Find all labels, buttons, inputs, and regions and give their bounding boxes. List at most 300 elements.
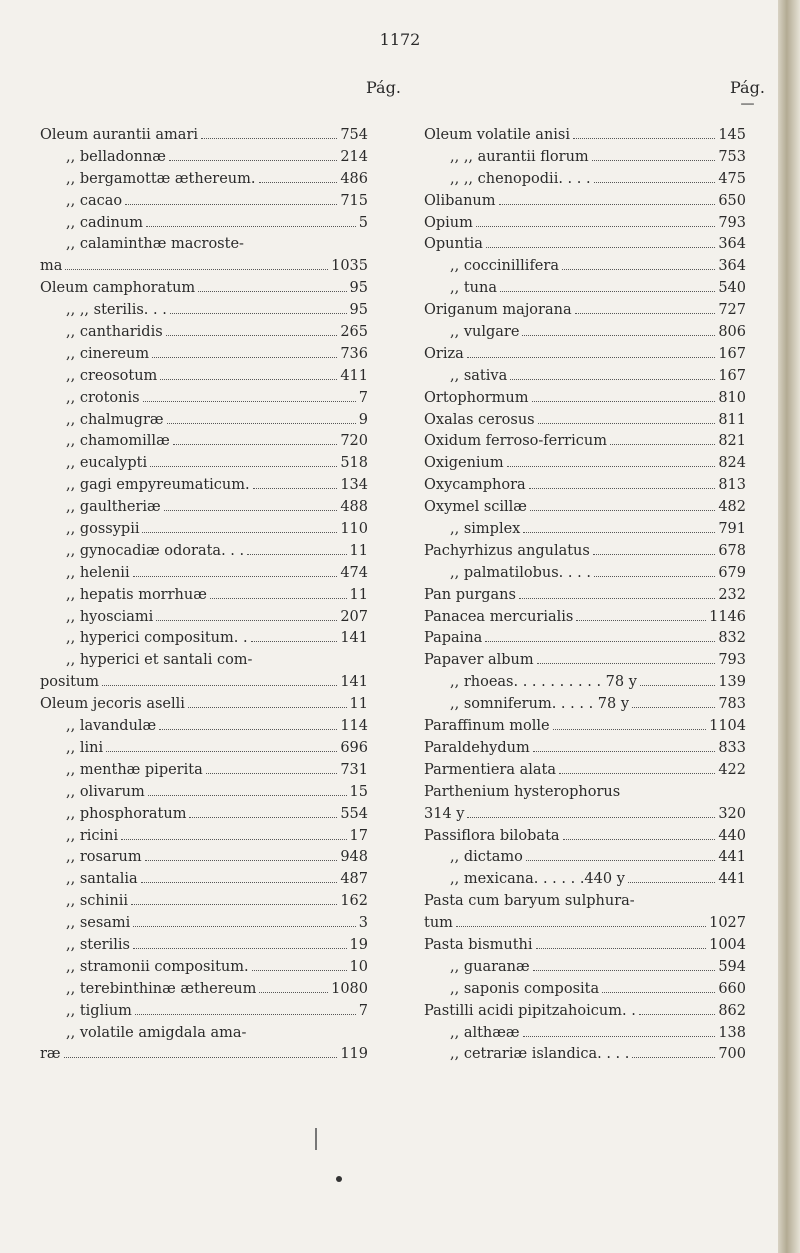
dot-leader [141, 882, 338, 883]
entry-term: ,, lini [66, 739, 104, 756]
entry-page-number: 364 [718, 258, 746, 275]
index-entry [424, 125, 746, 147]
dot-leader [485, 641, 715, 642]
index-entry [424, 278, 746, 300]
index-entry [424, 1001, 746, 1023]
entry-page-number: 806 [718, 324, 746, 341]
entry-page-number: 11 [349, 696, 368, 713]
index-column-right [424, 125, 746, 1066]
dot-leader [253, 488, 338, 489]
dot-leader [131, 904, 337, 905]
index-entry [40, 278, 368, 300]
entry-term: ,, eucalypti [66, 455, 148, 472]
entry-term: ,, hyperici et santali com- [66, 652, 253, 669]
entry-page-number: 15 [349, 783, 368, 800]
index-entry [424, 650, 746, 672]
index-entry [424, 957, 746, 979]
dot-leader [188, 707, 347, 708]
entry-page-number: 141 [340, 674, 368, 691]
dot-leader [259, 182, 338, 183]
entry-page-number: 134 [340, 477, 368, 494]
left-column-header-label: Pág. [366, 78, 401, 97]
entry-term: Oxigenium [424, 455, 504, 472]
entry-term: Oxidum ferroso-ferricum [424, 433, 607, 450]
entry-term: Panacea mercurialis [424, 608, 574, 625]
dot-leader [251, 641, 338, 642]
entry-term: Pachyrhizus angulatus [424, 542, 590, 559]
entry-term: ,, menthæ piperita [66, 761, 203, 778]
entry-page-number: 232 [718, 586, 746, 603]
entry-page-number: 320 [718, 805, 746, 822]
entry-term: ,, gossypii [66, 521, 140, 538]
entry-term: ,, hyosciami [66, 608, 154, 625]
dot-leader [486, 247, 715, 248]
index-entry [424, 147, 746, 169]
entry-page-number: 475 [718, 170, 746, 187]
index-entry [424, 760, 746, 782]
index-entry [40, 519, 368, 541]
entry-term: ,, hepatis morrhuæ [66, 586, 207, 603]
dot-leader [247, 554, 346, 555]
dot-leader [575, 313, 716, 314]
index-entry [40, 169, 368, 191]
index-entry [424, 585, 746, 607]
entry-term: Oxycamphora [424, 477, 526, 494]
entry-page-number: 110 [340, 521, 368, 538]
entry-term: ,, rosarum [66, 849, 142, 866]
index-entry [40, 234, 368, 256]
dot-leader [169, 160, 337, 161]
dot-leader [628, 882, 715, 883]
index-entry [424, 979, 746, 1001]
dot-leader [640, 685, 715, 686]
entry-page-number: 11 [349, 586, 368, 603]
entry-term: ,, crotonis [66, 389, 140, 406]
index-entry [40, 1001, 368, 1023]
index-entry [424, 388, 746, 410]
entry-term: ma [40, 258, 63, 275]
entry-page-number: 1104 [709, 718, 746, 735]
entry-page-number: 832 [718, 630, 746, 647]
index-entry [424, 935, 746, 957]
entry-term: ,, sesami [66, 915, 131, 932]
entry-term: ,, sativa [450, 367, 508, 384]
entry-term: ,, ricini [66, 827, 119, 844]
index-entry [424, 541, 746, 563]
index-entry [40, 869, 368, 891]
dot-leader [259, 992, 328, 993]
dot-leader [160, 379, 337, 380]
entry-page-number: 411 [340, 367, 368, 384]
entry-term: Papaina [424, 630, 483, 647]
entry-term: ,, cadinum [66, 214, 143, 231]
dot-leader [121, 839, 346, 840]
entry-term: ,, palmatilobus. . . . [450, 564, 591, 581]
entry-page-number: 736 [340, 345, 368, 362]
dot-leader [198, 291, 346, 292]
dot-leader [206, 773, 338, 774]
entry-term: Passiflora bilobata [424, 827, 560, 844]
entry-page-number: 145 [718, 127, 746, 143]
entry-term: Paraldehydum [424, 739, 530, 756]
index-entry [424, 453, 746, 475]
index-entry [40, 388, 368, 410]
index-entry [40, 935, 368, 957]
entry-page-number: 162 [340, 893, 368, 910]
entry-term: Parmentiera alata [424, 761, 556, 778]
entry-term: ,, dictamo [450, 849, 523, 866]
entry-page-number: 1080 [331, 980, 368, 997]
dot-leader [252, 970, 347, 971]
dot-leader [632, 1057, 715, 1058]
dot-leader [507, 466, 716, 467]
entry-page-number: 3 [358, 915, 368, 932]
index-entry [424, 913, 746, 935]
dot-leader [519, 598, 715, 599]
dot-leader [135, 1014, 356, 1015]
index-entry [40, 453, 368, 475]
dot-leader [602, 992, 715, 993]
entry-page-number: 678 [718, 542, 746, 559]
index-entry [424, 475, 746, 497]
entry-page-number: 540 [718, 280, 746, 297]
dot-leader [125, 204, 337, 205]
dot-leader [632, 707, 715, 708]
index-entry [424, 431, 746, 453]
index-entry [40, 191, 368, 213]
entry-page-number: 793 [718, 214, 746, 231]
entry-term: ,, belladonnæ [66, 148, 166, 165]
index-entry [40, 694, 368, 716]
dot-leader [210, 598, 347, 599]
index-entry [424, 804, 746, 826]
dot-leader [500, 291, 715, 292]
entry-page-number: 700 [718, 1046, 746, 1063]
dot-leader [143, 401, 356, 402]
entry-term: Pasta cum baryum sulphura- [424, 893, 635, 910]
dot-leader [536, 948, 707, 949]
entry-page-number: 474 [340, 564, 368, 581]
entry-term: ,, rhoeas. . . . . . . . . . 78 y [450, 674, 637, 691]
dot-leader [173, 444, 338, 445]
entry-term: ,, terebinthinæ æthereum [66, 980, 257, 997]
entry-page-number: 441 [718, 849, 746, 866]
entry-page-number: 731 [340, 761, 368, 778]
entry-term: Oleum aurantii amari [40, 127, 199, 143]
entry-page-number: 364 [718, 236, 746, 253]
entry-term: ,, cantharidis [66, 324, 163, 341]
entry-page-number: 138 [718, 1024, 746, 1041]
dot-leader [553, 729, 706, 730]
entry-term: ,, guaranæ [450, 958, 530, 975]
entry-page-number: 440 [718, 827, 746, 844]
index-entry [40, 979, 368, 1001]
dot-leader [159, 729, 337, 730]
dot-leader [456, 926, 706, 927]
entry-term: ,, bergamottæ æthereum. [66, 170, 256, 187]
entry-term: Oxalas cerosus [424, 411, 535, 428]
index-entry [40, 628, 368, 650]
index-entry [424, 1044, 746, 1066]
entry-term: 314 y [424, 805, 465, 822]
entry-page-number: 265 [340, 324, 368, 341]
entry-page-number: 487 [340, 871, 368, 888]
entry-page-number: 811 [718, 411, 746, 428]
entry-page-number: 1035 [331, 258, 368, 275]
entry-term: ,, althææ [450, 1024, 520, 1041]
index-entry [424, 782, 746, 804]
margin-stroke [315, 1128, 317, 1150]
entry-page-number: 1004 [709, 936, 746, 953]
dot-leader [532, 401, 716, 402]
dot-leader [145, 860, 338, 861]
index-entry [424, 891, 746, 913]
index-entry [424, 213, 746, 235]
entry-term: Parthenium hysterophorus [424, 783, 621, 800]
entry-page-number: 813 [718, 477, 746, 494]
index-entry [40, 672, 368, 694]
dot-leader [467, 357, 716, 358]
index-entry [424, 256, 746, 278]
entry-page-number: 95 [349, 302, 368, 319]
entry-term: Paraffinum molle [424, 718, 550, 735]
dot-leader [156, 620, 337, 621]
entry-term: Pan purgans [424, 586, 516, 603]
dot-leader [166, 335, 338, 336]
entry-page-number: 833 [718, 739, 746, 756]
entry-page-number: 141 [340, 630, 368, 647]
entry-page-number: 554 [340, 805, 368, 822]
entry-term: ,, simplex [450, 521, 521, 538]
dot-leader [523, 532, 715, 533]
entry-page-number: 9 [358, 411, 368, 428]
index-entry [40, 213, 368, 235]
right-column-header-dash: — [740, 96, 755, 112]
dot-leader [164, 510, 338, 511]
dot-leader [576, 620, 706, 621]
entry-term: Origanum majorana [424, 302, 572, 319]
dot-leader [610, 444, 715, 445]
index-entry [40, 563, 368, 585]
index-entry [40, 760, 368, 782]
index-entry [40, 475, 368, 497]
dot-leader [533, 970, 716, 971]
dot-leader [510, 379, 715, 380]
dot-leader [133, 926, 355, 927]
index-entry [424, 607, 746, 629]
index-entry [40, 1023, 368, 1045]
index-entry [40, 957, 368, 979]
index-entry [40, 585, 368, 607]
index-entry [40, 541, 368, 563]
index-entry [424, 563, 746, 585]
index-entry [40, 738, 368, 760]
index-entry [424, 234, 746, 256]
entry-term: tum [424, 915, 453, 932]
dot-leader [133, 576, 338, 577]
index-entry [424, 826, 746, 848]
index-entry [424, 847, 746, 869]
index-entry [40, 344, 368, 366]
dot-leader [533, 751, 716, 752]
dot-leader [102, 685, 337, 686]
entry-term: ,, volatile amigdala ama- [66, 1024, 247, 1041]
entry-page-number: 783 [718, 696, 746, 713]
entry-page-number: 824 [718, 455, 746, 472]
entry-page-number: 727 [718, 302, 746, 319]
index-entry [424, 191, 746, 213]
entry-term: Oleum volatile anisi [424, 127, 570, 143]
entry-term: ,, santalia [66, 871, 138, 888]
entry-term: ,, cinereum [66, 345, 150, 362]
dot-leader [106, 751, 337, 752]
entry-term: ,, tiglium [66, 1002, 132, 1019]
entry-term: ,, phosphoratum [66, 805, 187, 822]
index-entry [40, 650, 368, 672]
entry-page-number: 753 [718, 148, 746, 165]
entry-page-number: 720 [340, 433, 368, 450]
index-entry [40, 256, 368, 278]
dot-leader [148, 795, 347, 796]
entry-page-number: 488 [340, 499, 368, 516]
entry-term: ,, gaultheriæ [66, 499, 161, 516]
entry-term: ,, vulgare [450, 324, 520, 341]
dot-leader [150, 466, 337, 467]
entry-page-number: 1027 [709, 915, 746, 932]
index-entry [40, 913, 368, 935]
entry-term: ,, cetrariæ islandica. . . . [450, 1046, 630, 1063]
entry-term: ,, cacao [66, 192, 123, 209]
dot-leader [189, 817, 337, 818]
entry-page-number: 167 [718, 345, 746, 362]
index-entry [424, 716, 746, 738]
entry-term: Oriza [424, 345, 464, 362]
entry-page-number: 482 [718, 499, 746, 516]
entry-page-number: 167 [718, 367, 746, 384]
entry-term: ,, coccinillifera [450, 258, 559, 275]
entry-term: Olibanum [424, 192, 496, 209]
page-edge [778, 0, 800, 1253]
entry-page-number: 594 [718, 958, 746, 975]
index-entry [40, 322, 368, 344]
entry-page-number: 139 [718, 674, 746, 691]
ink-dot [336, 1176, 342, 1182]
entry-term: ,, stramonii compositum. [66, 958, 249, 975]
entry-page-number: 17 [349, 827, 368, 844]
entry-term: ,, mexicana. . . . . .440 y [450, 871, 625, 888]
entry-term: Pastilli acidi pipitzahoicum. . [424, 1002, 636, 1019]
index-entry [424, 519, 746, 541]
dot-leader [467, 817, 715, 818]
entry-page-number: 19 [349, 936, 368, 953]
index-entry [424, 738, 746, 760]
index-entry [40, 366, 368, 388]
dot-leader [523, 1036, 716, 1037]
entry-page-number: 10 [349, 958, 368, 975]
dot-leader [594, 576, 715, 577]
index-entry [40, 782, 368, 804]
entry-page-number: 7 [358, 1002, 368, 1019]
entry-term: Oxymel scillæ [424, 499, 527, 516]
index-entry [40, 607, 368, 629]
index-entry [424, 497, 746, 519]
entry-page-number: 95 [349, 280, 368, 297]
entry-term: ,, lavandulæ [66, 718, 157, 735]
entry-term: ,, calaminthæ macroste- [66, 236, 244, 253]
index-entry [40, 804, 368, 826]
index-entry [424, 410, 746, 432]
index-entry [40, 847, 368, 869]
dot-leader [65, 269, 328, 270]
entry-page-number: 114 [340, 718, 368, 735]
index-column-left [40, 125, 368, 1066]
index-entry [424, 869, 746, 891]
entry-page-number: 518 [340, 455, 368, 472]
entry-term: ,, gynocadiæ odorata. . . [66, 542, 245, 559]
entry-page-number: 715 [340, 192, 368, 209]
entry-term: Opium [424, 214, 473, 231]
dot-leader [563, 839, 716, 840]
entry-page-number: 862 [718, 1002, 746, 1019]
dot-leader [537, 663, 716, 664]
entry-term: Oleum jecoris aselli [40, 696, 185, 713]
entry-page-number: 119 [340, 1046, 368, 1063]
dot-leader [529, 488, 716, 489]
entry-page-number: 441 [718, 871, 746, 888]
index-entry [40, 300, 368, 322]
right-column-header-label: Pág. [730, 78, 765, 97]
index-entry [424, 1023, 746, 1045]
entry-term: ,, tuna [450, 280, 497, 297]
dot-leader [201, 138, 337, 139]
left-column-header [366, 78, 401, 97]
index-entry [40, 125, 368, 147]
entry-term: Oleum camphoratum [40, 280, 196, 297]
index-entry [40, 1044, 368, 1066]
index-entry [40, 497, 368, 519]
dot-leader [167, 423, 356, 424]
entry-term: Opuntia [424, 236, 483, 253]
dot-leader [476, 226, 715, 227]
index-entry [424, 628, 746, 650]
entry-page-number: 810 [718, 389, 746, 406]
dot-leader [64, 1057, 338, 1058]
entry-page-number: 486 [340, 170, 368, 187]
dot-leader [593, 554, 715, 555]
entry-term: ,, sterilis [66, 936, 130, 953]
entry-page-number: 5 [358, 214, 368, 231]
dot-leader [133, 948, 347, 949]
index-entry [424, 300, 746, 322]
entry-term: positum [40, 674, 100, 691]
index-entry [424, 344, 746, 366]
index-entry [424, 322, 746, 344]
entry-term: ,, schinii [66, 893, 128, 910]
entry-term: ,, chamomillæ [66, 433, 170, 450]
dot-leader [522, 335, 715, 336]
dot-leader [152, 357, 337, 358]
index-entry [424, 672, 746, 694]
dot-leader [573, 138, 715, 139]
entry-page-number: 422 [718, 761, 746, 778]
dot-leader [592, 160, 716, 161]
entry-term: ,, chalmugræ [66, 411, 164, 428]
dot-leader [499, 204, 716, 205]
entry-term: ,, ,, chenopodii. . . . [450, 170, 591, 187]
entry-page-number: 650 [718, 192, 746, 209]
entry-page-number: 7 [358, 389, 368, 406]
entry-term: ræ [40, 1046, 61, 1063]
